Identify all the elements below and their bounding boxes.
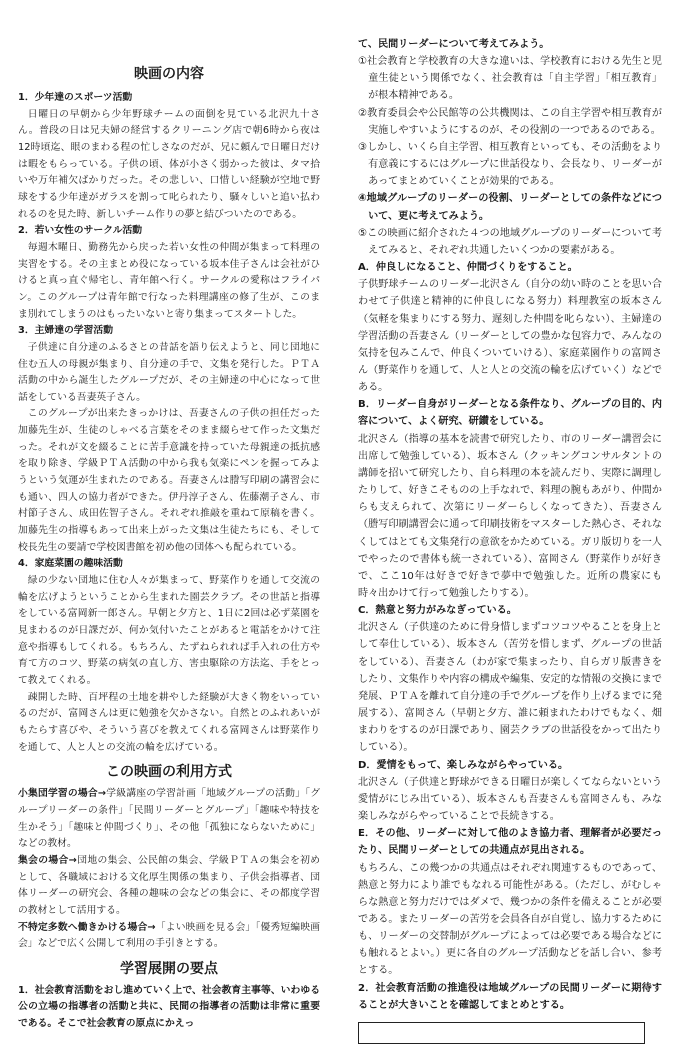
content-section-1 xyxy=(18,90,320,223)
section-heading: 3．主婦達の学習活動 xyxy=(18,325,113,337)
section-body: このグループが出来たきっかけは、吾妻さんの子供の担任だった加藤先生が、生徒のしゃべる言葉をそのまま綴らせて作った文集だった。それが文を綴ることに苦手意識を持っていた母親達の抵抗感を取り除き、学級ＰＴＡ活動の中から我も気楽にペンを握ってみようという気運が生まれたのである。吾妻さんは謄写印刷の講習会にも通い、四人の協力者ができた。伊丹淳子さん、佐藤潮子さん、市村節子さん、成田佐智子さん。それぞれ推敲を重ねて原稿を書く。加藤先生の指導もあって出来上がった文集は生徒たちにも、そして校長先生の要請で学校図書館を初め他の団体へも配られている。 xyxy=(18,408,320,553)
point-item: ⑤この映画に紹介された４つの地域グループのリーダーについて考えてみると、それぞれ共通したいくつかの要素がある。 xyxy=(358,227,662,256)
section-title-points: 学習展開の要点 xyxy=(120,960,218,977)
section-body: 毎週木曜日、勤務先から戻った若い女性の仲間が集まって料理の実習をする。その主まとめ役になっている坂本佳子さんは会社がひけると真っ直ぐ帰宅し、青年館へ行く。サークルの愛称はフライパン。このグループは青年館で行なった料理講座の修了生が、このまま別れてしまうのはもったいないと寄り集まってスタートした。 xyxy=(18,241,320,320)
point-2: 2．社会教育活動の推進役は地域グループの民間リーダーに期待することが大きいことを確認してまとめとする。 xyxy=(358,982,662,1011)
condition-heading: E．その他、リーダーに対して他のよき協力者、理解者が必要だったり、民間リーダーとしての共通点が見出される。 xyxy=(358,828,662,857)
section-body: 子供達に自分達のふるさとの昔話を語り伝えようと、同じ団地に住む五人の母親が集まり、自分達の手で、文集を発行した。ＰＴＡ活動の中から誕生したグループだが、その主婦達の中心になって世話をしている吾妻英子さん。 xyxy=(18,341,320,403)
point-item: ①社会教育と学校教育の大きな違いは、学校教育における先生と児童生徒という関係でなく、社会教育は「自主学習」「相互教育」が根本精神である。 xyxy=(358,56,662,102)
usage-label: 小集団学習の場合→ xyxy=(18,788,107,800)
usage-item xyxy=(18,920,320,953)
section-heading: 4．家庭菜園の趣味活動 xyxy=(18,558,123,570)
content-section-3 xyxy=(18,323,320,556)
notes-box xyxy=(358,1022,645,1044)
usage-text: 「よい映画を見る会」「優秀短編映画会」などで広く公開して利用の手引きとする。 xyxy=(18,921,320,950)
point-1: 1．社会教育活動をおし進めていく上で、社会教育主事等、いわゆる公の立場の指導者の活動と共に、民間の指導者の活動は非常に重要である。そこで社会教育の原点にかえっ xyxy=(18,984,320,1030)
condition-body: 北沢さん（子供達のために骨身惜しまずコツコツやることを身上として奉仕している）、坂本さん（苦労を惜しまず、グループの世話をしている）、吾妻さん（わが家で集まったり、自らガリ版書きをしたり、文集作りや内容の構成や編集、安定的な情報の交換にまで発展、ＰＴＡを離れて自分達の手でグループを作り上げるまでに発展する）、富岡さん（早朝と夕方、誰に頼まれたわけでもなく、畑まわりをするのが日課であり、園芸クラブの世話役をかって出たりしている）。 xyxy=(358,622,662,754)
condition-heading: C．熱意と努力がみなぎっている。 xyxy=(358,605,517,617)
usage-label: 集会の場合→ xyxy=(18,854,77,866)
content-section-4 xyxy=(18,556,320,756)
condition-heading: D．愛情をもって、楽しみながらやっている。 xyxy=(358,759,569,771)
condition-heading: B．リーダー自身がリーダーとなる条件なり、グループの目的、内容について、よく研究、研鑚をしている。 xyxy=(358,399,662,428)
left-column xyxy=(18,36,320,1033)
point-1-continued: て、民間リーダーについて考えてみよう。 xyxy=(358,39,550,50)
condition-body: もちろん、この幾つかの共通点はそれぞれ関連するものであって、熱意と努力により誰でもなれる可能性がある。（ただし、がむしゃらな熱意と努力だけではダメで、幾つかの条件を備えることが必要である。またリーダーの苦労を会員各自が自覚し、協力するためにも、リーダーの交替制がグループによっては必要である場合などにも触れるとよい。）更に各自のグループ活動などを話し合い、参考とする。 xyxy=(358,862,662,977)
section-title-usage: この映画の利用方式 xyxy=(106,764,232,781)
usage-text: 学級講座の学習計画「地域グループの活動」「グループリーダーの条件」「民間リーダーとグループ」「趣味や特技を生かそう」「趣味と仲間づくり」、その他「孤独にならないために」などの教材。 xyxy=(18,788,320,850)
section-heading: 1．少年達のスポーツ活動 xyxy=(18,92,133,103)
section-body: 日曜日の早朝から少年野球チームの面倒を見ている北沢九十さん。普段の日は兄夫婦の経営するクリーニング店で朝6時から夜は12時頃迄、眼のまわる程の忙しさなのだが、兄に頼んで日曜日だけは暇をもらっている。子供の頃、体が小さく弱かった彼は、タマ拾いや万年補欠ばかりだった。その悲しい、口惜しい経験が空地で野球をする少年達がガラスを割って叱られたり、騒々しいと追い払われるのを見た時、新しいチーム作りの夢と結びついたのである。 xyxy=(18,108,320,220)
point-item: ③しかし、いくら自主学習、相互教育といっても、その活動をより有意義にするにはグループに世話役なり、会長なり、リーダーがあってまとめていくことが効果的である。 xyxy=(358,141,662,188)
content-section-2 xyxy=(18,223,320,323)
section-body: 緑の少ない団地に住む人々が集まって、野菜作りを通して交流の輪を広げようということから生まれた園芸クラブ。その世話と指導をしている富岡新一郎さん。早朝と夕方と、1日に2回は必ず菜園を見まわるのが日課だが、何か気付いたことがあると電話をかけて注意や指導もしてくれる。もちろん、たずねられれば手入れの仕方や育て方のコツ、野菜の病気の直し方、害虫駆除の方法迄、手をとって教えてくれる。 xyxy=(18,575,320,686)
point-item: ②教育委員会や公民館等の公共機関は、この自主学習や相互教育が実施しやすいようにするのが、その役割の一つであるのである。 xyxy=(358,107,662,136)
condition-body: 北沢さん（子供達と野球ができる日曜日が楽しくてならないという愛情がにじみ出ている）、坂本さんも吾妻さんも富岡さんも、みな楽しみながらやっていることで長続きする。 xyxy=(358,776,662,823)
right-column xyxy=(358,36,662,1014)
condition-body: 北沢さん（指導の基本を読書で研究したり、市のリーダー講習会に出席して勉強している）、坂本さん（クッキングコンサルタントの講師を招いて研究したり、自ら料理の本を読んだり、実際に調理したりして、好きこそものの上手なれで、料理の腕もあがり、仲間からも支えられて、次第にリーダーらしくなってきた）、吾妻さん（謄写印刷講習会に通って印刷技術をマスターした熱心さ、それなくしてはとても文集発行の意欲をかためている。ガリ版切りを一人でやったので書体も統一されている）、富岡さん（野菜作りが好きで、ここ10年は好きで好きで夢中で勉強した。近所の農家にも時々出かけて行って勉強したりする）。 xyxy=(358,433,662,599)
usage-label: 不特定多数へ働きかける場合→ xyxy=(18,921,156,933)
section-title-content: 映画の内容 xyxy=(134,66,204,82)
section-heading: 2．若い女性のサークル活動 xyxy=(18,225,143,237)
section-body: 疎開した時、百坪程の土地を耕やした経験が大きく物をいっているのだが、富岡さんは更に勉強を欠かさない。自然とのふれあいがもたらす喜びや、そういう喜びを教えてくれる富岡さんは野菜作りを通して、人と人との交流の輪を広げている。 xyxy=(18,691,320,753)
condition-body: 子供野球チームのリーダー北沢さん（自分の幼い時のことを思い合わせて子供達と精神的に仲良しになる努力）料理教室の坂本さん（気軽を集まりにする努力、遅刻した仲間を叱らない）、主婦達の学習活動の吾妻さん（リーダーとしての豊かな包容力で、みんなの気持を包みこんで、仲良くついていける）、家庭菜園作りの富岡さん（野菜作りを通して、人と人との交流の輪を広げていく）などである。 xyxy=(358,279,662,394)
condition-heading: A．仲良しになること、仲間づくりをすること。 xyxy=(358,262,578,274)
usage-item xyxy=(18,786,320,853)
usage-text: 団地の集会、公民館の集会、学級ＰＴＡの集会を初めとして、各職域における文化厚生関係の集まり、子供会指導者、団体リーダーの研究会、各種の趣味の会などの集会に、その都度学習の教材として活用する。 xyxy=(18,854,321,916)
point-item: ④地域グループのリーダーの役割、リーダーとしての条件などについて、更に考えてみよう。 xyxy=(358,193,662,222)
usage-item xyxy=(18,853,320,920)
